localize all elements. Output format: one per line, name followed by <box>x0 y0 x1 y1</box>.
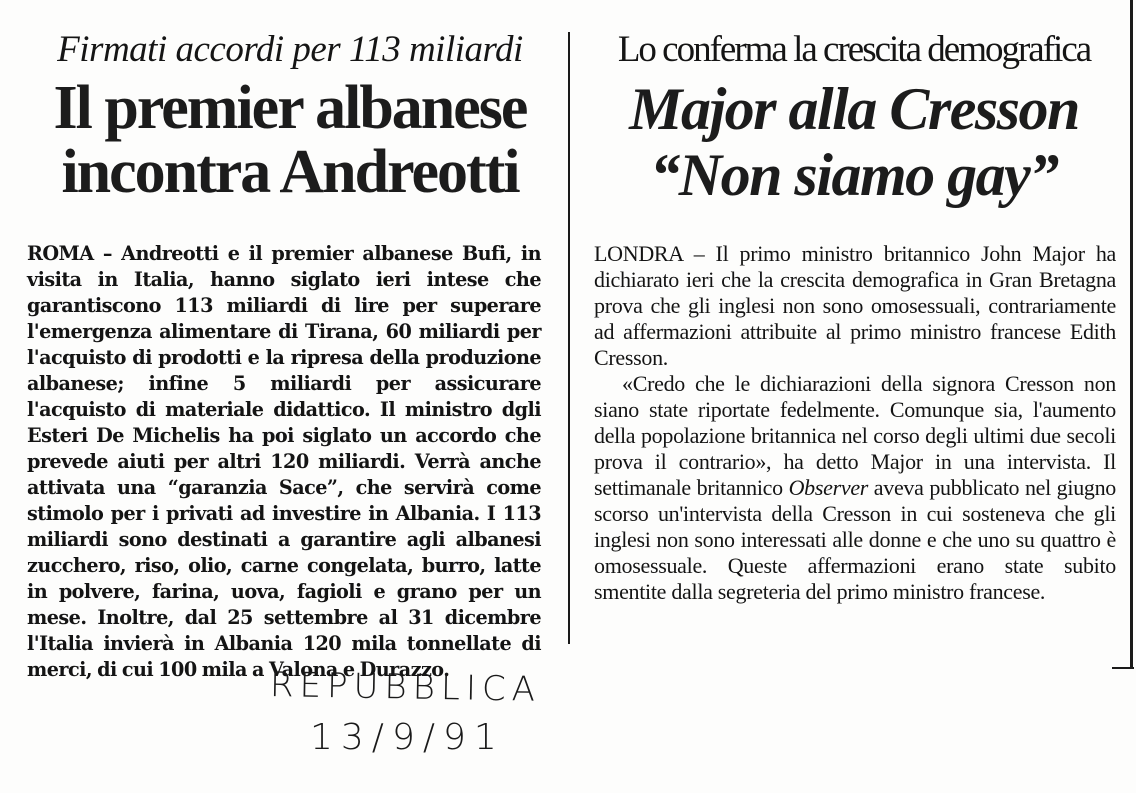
right-headline-line2: “Non siamo gay” <box>650 142 1058 208</box>
handwritten-date: 13/9/91 <box>310 717 505 758</box>
paragraph-2-text-a: «Credo che le dichiarazioni della signora Cresson non siano state riportate fedelmente. Comunque sia, l'aumento della popolazione britannica nel corso degli ultimi due secoli prova il contrario», ha detto Major in una intervista. Il settimanale britannico <box>594 371 1116 500</box>
right-article-paragraph-2 <box>594 371 1116 605</box>
left-headline-line1: Il premier albanese <box>53 74 527 142</box>
right-article-headline <box>585 76 1123 208</box>
handwritten-annotation <box>270 665 590 759</box>
left-article-kicker: Firmati accordi per 113 miliardi <box>57 29 523 70</box>
column-divider <box>568 32 570 644</box>
handwritten-source: REPUBBLICA <box>269 665 542 710</box>
right-article-body <box>594 241 1116 605</box>
right-border-foot <box>1112 667 1134 669</box>
left-headline-line2: incontra Andreotti <box>61 138 519 206</box>
paragraph-2-text-b: aveva pubblicato nel giugno scorso un'intervista della Cresson in cui sosteneva che gli inglesi non sono interessati alle donne e che uno su quattro è omosessuale. Queste affermazioni erano state subito smentite dalla segreteria del primo ministro francese. <box>594 475 1116 604</box>
left-article-body: ROMA – Andreotti e il premier albanese Bufi, in visita in Italia, hanno siglato ieri intese che garantiscono 113 miliardi di lire per superare l'emergenza alimentare di Tirana, 60 miliardi per l'acquisto di prodotti e la ripresa della produzione albanese; infine 5 miliardi per assicurare l'acquisto di materiale didattico. Il ministro dgli Esteri De Michelis ha poi siglato un accordo che prevede aiuti per altri 120 miliardi. Verrà anche attivata una “garanzia Sace”, che servirà come stimolo per i privati ad investire in Albania. I 113 miliardi sono destinati a garantire agli albanesi zucchero, riso, olio, carne congelata, burro, latte in polvere, farina, uova, fagioli e grano per un mese. Inoltre, dal 25 settembre al 31 dicembre l'Italia invierà in Albania 120 mila tonnellate di merci, di cui 100 mila a Valona e Durazzo. <box>27 242 541 681</box>
right-article-paragraph-1: LONDRA – Il primo ministro britannico John Major ha dichiarato ieri che la crescita demografica in Gran Bretagna prova che gli inglesi non sono omosessuali, contrariamente ad affermazioni attribuite al primo ministro francese Edith Cresson. <box>594 241 1116 370</box>
left-article-header <box>24 28 556 204</box>
right-article-kicker: Lo conferma la crescita demografica <box>617 29 1091 70</box>
publication-name-observer: Observer <box>788 475 869 500</box>
right-article-header <box>585 28 1123 208</box>
right-headline-line1: Major alla Cresson <box>629 76 1079 142</box>
left-article-headline <box>24 76 556 204</box>
right-border <box>1130 0 1133 668</box>
